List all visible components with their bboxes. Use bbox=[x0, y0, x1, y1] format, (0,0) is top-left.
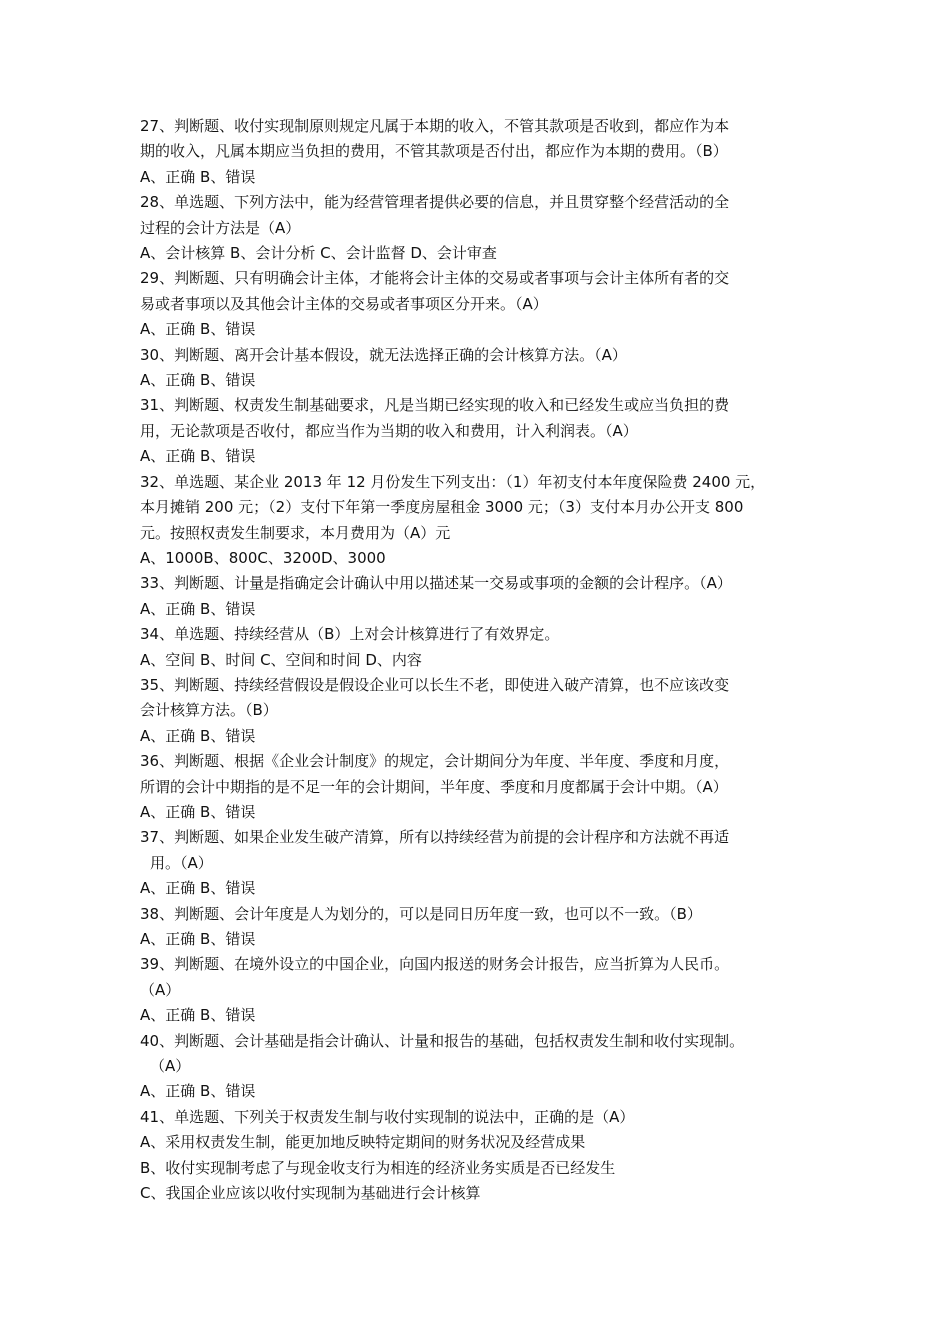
question-item bbox=[140, 393, 820, 469]
question-text-line: 过程的会计方法是（A） bbox=[140, 218, 301, 237]
answer-options-line: A、空间 B、时间 C、空间和时间 D、内容 bbox=[140, 650, 422, 669]
answer-options-line: B、收付实现制考虑了与现金收支行为相连的经济业务实质是否已经发生 bbox=[140, 1158, 616, 1177]
question-text-line: 33、判断题、计量是指确定会计确认中用以描述某一交易或事项的金额的会计程序。（A） bbox=[140, 574, 732, 593]
question-text-line: 用。（A） bbox=[150, 853, 213, 872]
question-item bbox=[140, 266, 820, 342]
question-item bbox=[140, 190, 820, 266]
question-text-line: 41、单选题、下列关于权责发生制与收付实现制的说法中，正确的是（A） bbox=[140, 1107, 635, 1126]
question-text-line: 40、判断题、会计基础是指会计确认、计量和报告的基础，包括权责发生制和收付实现制。 bbox=[140, 1031, 745, 1050]
question-item bbox=[140, 673, 820, 749]
question-text-line: 元。按照权责发生制要求，本月费用为（A）元 bbox=[140, 523, 451, 542]
question-item bbox=[140, 1029, 820, 1105]
question-text-line: （A） bbox=[150, 1057, 191, 1076]
question-text-line: 35、判断题、持续经营假设是假设企业可以长生不老，即使进入破产清算，也不应该改变 bbox=[140, 675, 730, 694]
answer-options-line: C、我国企业应该以收付实现制为基础进行会计核算 bbox=[140, 1184, 481, 1203]
question-text-line: 36、判断题、根据《企业会计制度》的规定，会计期间分为年度、半年度、季度和月度， bbox=[140, 752, 730, 771]
question-text-line: （A） bbox=[140, 980, 181, 999]
question-item bbox=[140, 902, 820, 953]
question-text-line: 37、判断题、如果企业发生破产清算，所有以持续经营为前提的会计程序和方法就不再适 bbox=[140, 828, 730, 847]
answer-options-line: A、正确 B、错误 bbox=[140, 930, 256, 948]
answer-options-line: A、1000B、800C、3200D、3000 bbox=[140, 548, 386, 567]
answer-options-line: A、正确 B、错误 bbox=[140, 879, 256, 898]
answer-options-line: A、正确 B、错误 bbox=[140, 802, 256, 821]
answer-options-line: A、正确 B、错误 bbox=[140, 167, 256, 186]
question-text-line: 38、判断题、会计年度是人为划分的，可以是同日历年度一致，也可以不一致。（B） bbox=[140, 904, 702, 923]
answer-options-line: A、正确 B、错误 bbox=[140, 447, 256, 466]
answer-options-line: A、正确 B、错误 bbox=[140, 371, 256, 390]
answer-options-line: A、采用权责发生制，能更加地反映特定期间的财务状况及经营成果 bbox=[140, 1133, 586, 1152]
question-item bbox=[140, 571, 820, 622]
question-text-line: 29、判断题、只有明确会计主体，才能将会计主体的交易或者事项与会计主体所有者的交 bbox=[140, 269, 730, 288]
question-text-line: 易或者事项以及其他会计主体的交易或者事项区分开来。（A） bbox=[140, 294, 548, 313]
question-text-line: 34、单选题、持续经营从（B）上对会计核算进行了有效界定。 bbox=[140, 625, 560, 644]
question-text-line: 28、单选题、下列方法中，能为经营管理者提供必要的信息，并且贯穿整个经营活动的全 bbox=[140, 193, 730, 212]
question-item bbox=[140, 952, 820, 1028]
answer-options-line: A、正确 B、错误 bbox=[140, 726, 256, 745]
question-text-line: 30、判断题、离开会计基本假设，就无法选择正确的会计核算方法。（A） bbox=[140, 345, 627, 364]
question-text-line: 期的收入，凡属本期应当负担的费用，不管其款项是否付出，都应作为本期的费用。（B） bbox=[140, 142, 728, 161]
question-list bbox=[140, 114, 820, 1206]
question-text-line: 27、判断题、收付实现制原则规定凡属于本期的收入，不管其款项是否收到，都应作为本 bbox=[140, 117, 730, 135]
question-item bbox=[140, 749, 820, 825]
answer-options-line: A、正确 B、错误 bbox=[140, 1082, 256, 1101]
question-text-line: 用，无论款项是否收付，都应当作为当期的收入和费用，计入利润表。（A） bbox=[140, 421, 638, 440]
question-text-line: 本月摊销 200 元；（2）支付下年第一季度房屋租金 3000 元；（3）支付本月办公开支 800 bbox=[140, 498, 744, 517]
answer-options-line: A、正确 B、错误 bbox=[140, 320, 256, 339]
question-text-line: 所谓的会计中期指的是不足一年的会计期间，半年度、季度和月度都属于会计中期。（A） bbox=[140, 777, 728, 796]
question-text-line: 39、判断题、在境外设立的中国企业，向国内报送的财务会计报告，应当折算为人民币。 bbox=[140, 955, 730, 974]
question-item bbox=[140, 343, 820, 394]
answer-options-line: A、会计核算 B、会计分析 C、会计监督 D、会计审查 bbox=[140, 244, 497, 263]
question-item bbox=[140, 470, 820, 572]
question-item bbox=[140, 1105, 820, 1207]
question-text-line: 31、判断题、权责发生制基础要求，凡是当期已经实现的收入和已经发生或应当负担的费 bbox=[140, 396, 730, 415]
question-item bbox=[140, 114, 820, 190]
question-text-line: 32、单选题、某企业 2013 年 12 月份发生下列支出：（1）年初支付本年度保险费 2400 元， bbox=[140, 472, 766, 491]
question-item bbox=[140, 622, 820, 673]
answer-options-line: A、正确 B、错误 bbox=[140, 599, 256, 618]
question-text-line: 会计核算方法。（B） bbox=[140, 701, 278, 720]
answer-options-line: A、正确 B、错误 bbox=[140, 1006, 256, 1025]
question-item bbox=[140, 825, 820, 901]
